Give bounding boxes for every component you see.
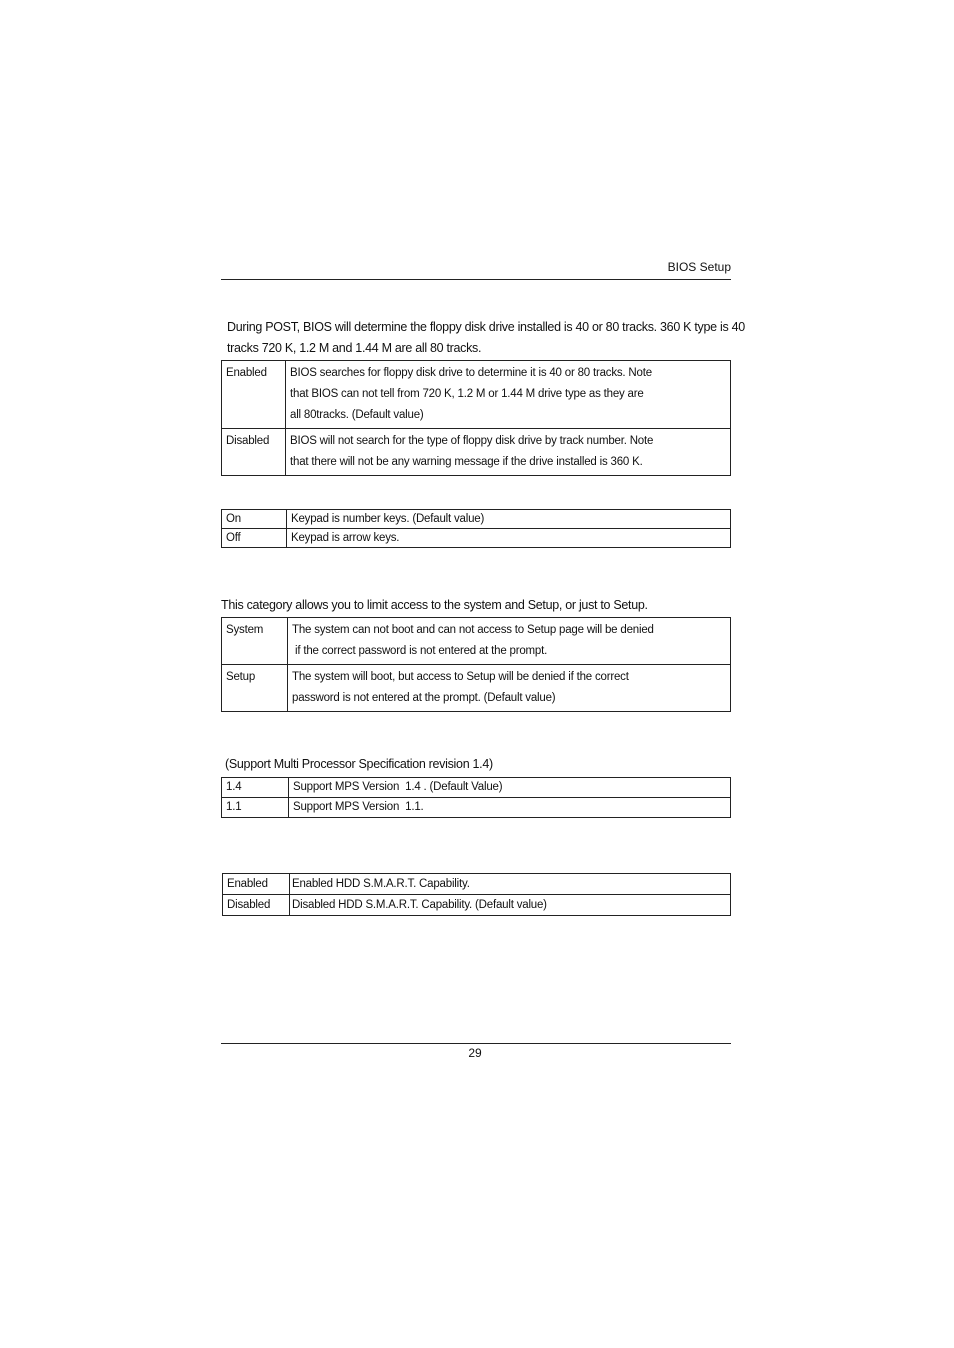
description-cell: Disabled HDD S.M.A.R.T. Capability. (Default value)	[290, 895, 731, 916]
table-row	[222, 618, 731, 665]
option-cell: Setup	[222, 665, 288, 712]
numlock-options-table	[221, 509, 731, 548]
table-row	[222, 665, 731, 712]
option-cell: 1.4	[222, 778, 289, 798]
option-cell: Enabled	[223, 874, 290, 895]
table-row	[223, 895, 731, 916]
description-line: BIOS searches for floppy disk drive to determine it is 40 or 80 tracks. Note	[290, 367, 652, 379]
description-cell: Support MPS Version 1.1.	[289, 798, 731, 818]
description-line: The system can not boot and can not access to Setup page will be denied	[292, 624, 654, 636]
description-line: that BIOS can not tell from 720 K, 1.2 M or 1.44 M drive type as they are	[290, 388, 644, 400]
security-options-table	[221, 617, 731, 712]
page-number: 29	[468, 1046, 482, 1060]
table-row	[222, 778, 731, 798]
footer-rule	[221, 1043, 731, 1044]
description-cell: Enabled HDD S.M.A.R.T. Capability.	[290, 874, 731, 895]
description-line: The system will boot, but access to Setup will be denied if the correct	[292, 671, 629, 683]
description-line: all 80tracks. (Default value)	[290, 409, 424, 421]
mps-intro: (Support Multi Processor Specification revision 1.4)	[225, 757, 493, 771]
description-cell	[286, 361, 731, 429]
table-row	[222, 798, 731, 818]
table-row	[222, 429, 731, 476]
table-row	[222, 361, 731, 429]
description-line: if the correct password is not entered at the prompt.	[292, 645, 548, 657]
description-cell: Keypad is arrow keys.	[287, 529, 731, 548]
floppy-intro	[227, 317, 745, 359]
running-header: BIOS Setup	[667, 260, 731, 274]
table-row	[223, 874, 731, 895]
option-cell: Disabled	[223, 895, 290, 916]
security-intro: This category allows you to limit access to the system and Setup, or just to Setup.	[221, 598, 648, 612]
floppy-options-table	[221, 360, 731, 476]
floppy-intro-line-2: tracks 720 K, 1.2 M and 1.44 M are all 80 tracks.	[227, 341, 482, 355]
option-cell: On	[222, 510, 287, 529]
description-cell: Support MPS Version 1.4 . (Default Value)	[289, 778, 731, 798]
option-cell: System	[222, 618, 288, 665]
description-line: BIOS will not search for the type of floppy disk drive by track number. Note	[290, 435, 654, 447]
description-cell: Keypad is number keys. (Default value)	[287, 510, 731, 529]
description-line: password is not entered at the prompt. (Default value)	[292, 692, 556, 704]
option-cell: Enabled	[222, 361, 286, 429]
option-cell: Disabled	[222, 429, 286, 476]
option-cell: Off	[222, 529, 287, 548]
description-line: that there will not be any warning message if the drive installed is 360 K.	[290, 456, 643, 468]
floppy-intro-line-1: During POST, BIOS will determine the floppy disk drive installed is 40 or 80 tracks. 360 K type is 40	[227, 320, 745, 334]
description-cell	[288, 665, 731, 712]
description-cell	[286, 429, 731, 476]
header-rule	[221, 279, 731, 280]
mps-options-table	[221, 777, 731, 818]
table-row	[222, 529, 731, 548]
smart-options-table	[222, 873, 731, 916]
option-cell: 1.1	[222, 798, 289, 818]
description-cell	[288, 618, 731, 665]
table-row	[222, 510, 731, 529]
